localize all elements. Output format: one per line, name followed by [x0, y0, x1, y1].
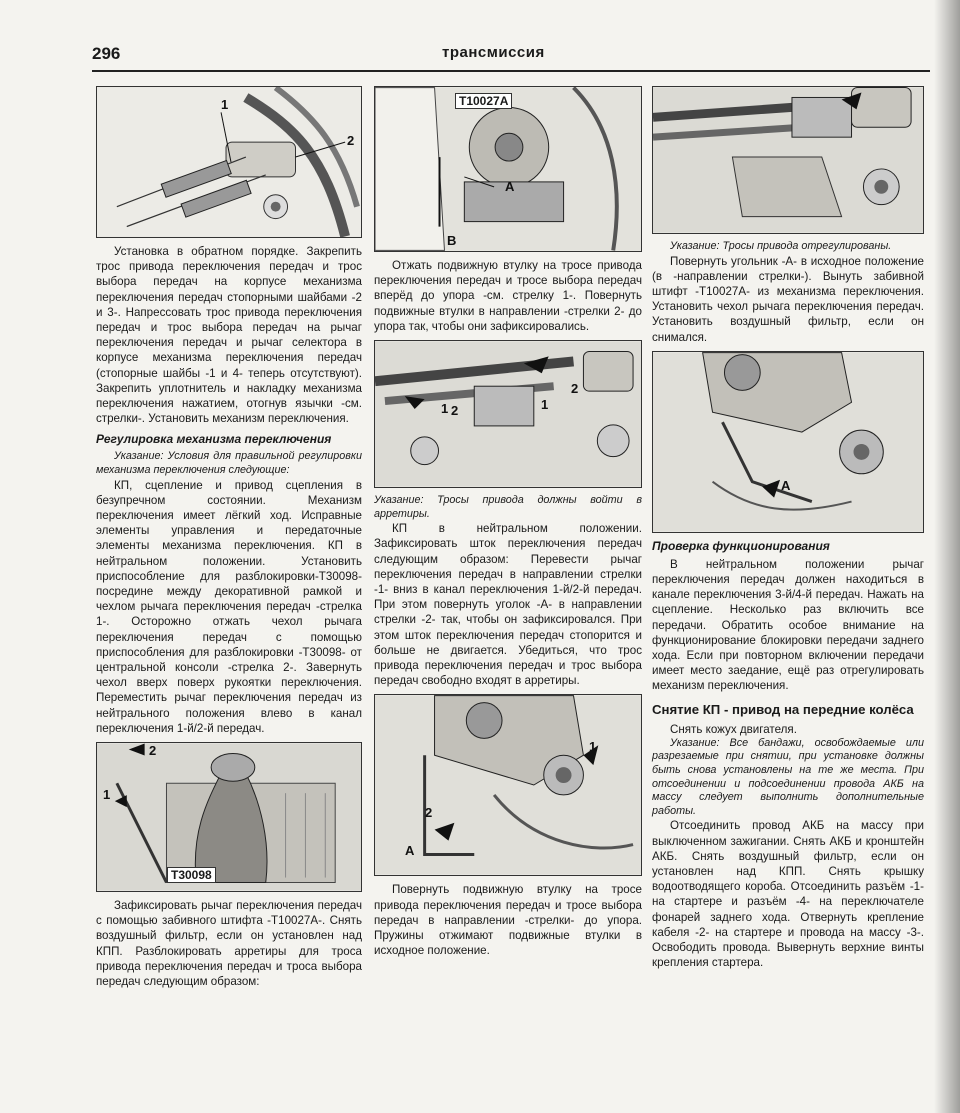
fig-tool-label: T10027A	[455, 93, 512, 109]
col2-paragraph-1: Отжать подвижную втулку на тросе привода переключения передач и тросе выбора передач вперёд до упора -см. стрелку 1-. Повернуть подвижные втулки в направлении -стрелки 2- до упора так, чтобы они зафиксировались.	[374, 259, 642, 333]
figure-sleeve-turn	[374, 340, 642, 488]
col3-paragraph-3: Снять кожух двигателя.	[670, 722, 797, 736]
col1-note: Указание: Условия для правильной регулировки механизма переключения следующие:	[96, 450, 362, 477]
fig1-label-1: 1	[221, 97, 229, 112]
cables-adjusted-illustration	[653, 87, 923, 233]
col2-note: Указание: Тросы привода должны войти в арретиры.	[374, 494, 642, 520]
figure-angle-return	[652, 351, 924, 533]
col1-paragraph-2: КП, сцепление и привод сцепления в безупречном состоянии. Механизм переключения имеет лёгкий ход. Исправные элементы управления и передаточные элементы механизма переключения. КП в нейтральном положении. Установить приспособление для разблокировки-Т30098-посредине между декоративной рамкой и чехлом рычага переключения передач -стрелка 1-. Осторожно отжать чехол рычага переключения передач с помощью приспособления для разблокировки -Т30098- от центральной консоли -стрелка 2-. Завернуть чехол вверх поверх рукоятки переключения. Переместить рычаг переключения передач из нейтрального положения влево в канал переключения 1-й/2-й передач.	[96, 478, 362, 735]
col3-note-1: Указание: Тросы привода отрегулированы.	[670, 240, 892, 252]
fig-label-b: B	[447, 233, 457, 248]
fig5-label-a: A	[781, 477, 791, 493]
fig3-label-2a: 2	[451, 403, 459, 419]
sleeve-turn-illustration	[375, 341, 641, 487]
col3-heading-2: Снятие КП - привод на передние колёса	[652, 701, 914, 717]
col1-paragraph-3: Зафиксировать рычаг переключения передач с помощью забивного штифта -Т10027А-. Снять воздушный фильтр, если он установлен над КПП. Разблокировать арретиры для троса привода переключения передач и троса выбора передач следующим образом:	[96, 899, 362, 989]
col2-paragraph-2: КП в нейтральном положении. Зафиксировать шток переключения передач следующим образом: Перевести рычаг переключения передач в направлении стрелки -1- вниз в канал переключения 1-й/2-й передач. При этом повернуть уголок -А- в направлении стрелки -2- так, чтобы он зафиксировался. При этом шток переключения передач стопорится и больше не двигается. Убедиться, что трос привода переключения передач и трос выбора передач свободно входят в арретиры.	[374, 522, 642, 688]
column-3	[652, 86, 924, 970]
shift-boot-illustration	[97, 743, 361, 891]
section-title: трансмиссия	[442, 44, 545, 61]
col3-note-2: Указание: Все бандажи, освобождаемые или разрезаемые при снятии, при установке должны быть снова установлены на те же места. При отсоединении и подсоединении провода АКБ на массу следует выполнить дополнительные работы.	[652, 736, 924, 817]
column-1	[96, 86, 362, 989]
angle-lever-illustration	[375, 695, 641, 875]
column-2	[374, 86, 642, 958]
figure-cable-ends	[96, 86, 362, 238]
angle-return-illustration	[653, 352, 923, 532]
fig-label-a: A	[505, 179, 515, 194]
fig4-label-2: 2	[425, 805, 433, 821]
fig2-label-1: 1	[103, 787, 111, 803]
col1-heading: Регулировка механизма переключения	[96, 432, 332, 447]
col2-paragraph-3: Повернуть подвижную втулку на тросе привода переключения передач и тросе выбора передач в направлении -стрелки- до упора. Пружины отжимают подвижные втулки в исходное положение.	[374, 883, 642, 958]
fig1-label-2: 2	[347, 133, 355, 148]
fig2-label-2: 2	[149, 743, 157, 759]
fig3-label-1b: 1	[541, 397, 549, 413]
col3-paragraph-2: В нейтральном положении рычаг переключения передач должен находиться в канале переключения 3-й/4-й передач. Нажать на сцепление. Несколько раз включить все передачи. Обратить особое внимание на функционирование блокировки передачи заднего хода. Если при повторном включении передачи имеет место заедание, ещё раз отрегулировать механизм переключения.	[652, 557, 924, 693]
page-edge-shadow	[934, 0, 960, 1113]
fig4-label-a: A	[405, 843, 415, 859]
figure-shift-boot	[96, 742, 362, 892]
col3-heading-1: Проверка функционирования	[652, 538, 830, 553]
col1-paragraph-1: Установка в обратном порядке. Закрепить трос привода переключения передач и трос выбора передач на корпусе механизма переключения передач стопорными шайбами -2 и 3-. Напрессовать трос привода переключения передач и трос выбора передач на рычаг переключения передач и рычаг селектора в корпусе механизма переключения передач (стопорные шайбы -1 и 4- теперь отсутствуют). Закрепить уплотнитель и накладку механизма переключения нажатием, отогнув язычки -см. стрелки-. Установить механизм переключения.	[96, 245, 362, 426]
figure-locking-pin	[374, 86, 642, 252]
cable-ends-illustration	[97, 87, 361, 237]
figure-cables-adjusted	[652, 86, 924, 234]
fig3-label-1a: 1	[441, 401, 449, 417]
col3-paragraph-1: Повернуть угольник -А- в исходное положение (в -направлении стрелки-). Вынуть забивной штифт -Т10027А- из механизма переключения. Установить чехол рычага переключения передач. Установить воздушный фильтр, если он снимался.	[652, 254, 924, 344]
page-number: 296	[92, 44, 121, 63]
fig3-label-2b: 2	[571, 381, 579, 397]
col3-paragraph-4: Отсоединить провод АКБ на массу при выключенном зажигании. Снять АКБ и кронштейн АКБ. Снять воздушный фильтр, если он установлен над КПП. Снять крышку водоотводящего короба. Отсоединить разъём -1- на стартере и разъём -4- на переключателе фонарей заднего хода. Отвернуть крепление кабеля -2- на стартере и провода на массу -3-. Освободить провода. Вывернуть верхние винты крепления стартера.	[652, 819, 924, 970]
fig4-label-1: 1	[589, 739, 597, 755]
figure-angle-lever	[374, 694, 642, 876]
locking-pin-illustration	[375, 87, 641, 251]
fig2-tool-label: T30098	[167, 867, 216, 883]
page-header	[92, 44, 930, 72]
